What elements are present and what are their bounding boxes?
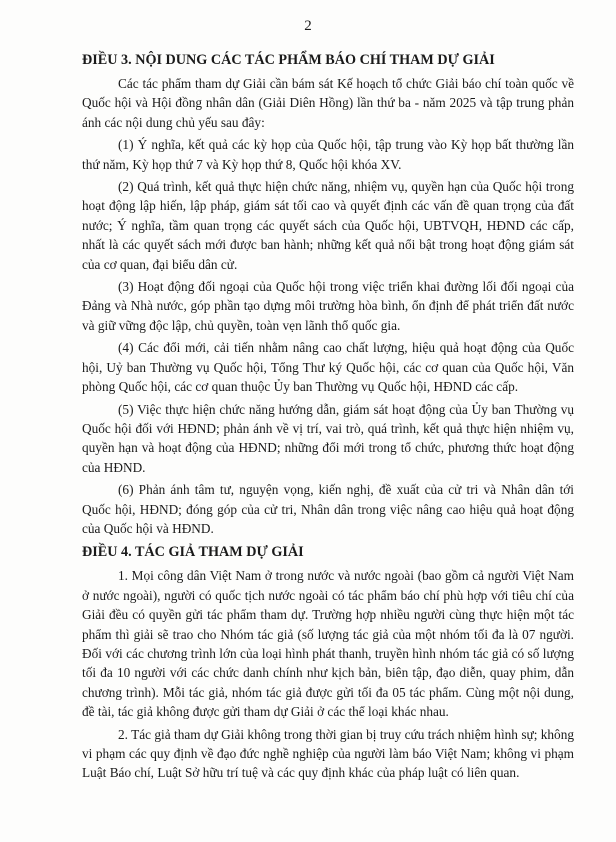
article-3-item-4: (4) Các đổi mới, cải tiến nhằm nâng cao chất lượng, hiệu quả hoạt động của Quốc hội, Uỷ ban Thường vụ Quốc hội, Tổng Thư ký Quốc hội, các cơ quan của Quốc hội, Văn phòng Quốc hội, các cơ quan thuộc Ủy ban Thường vụ Quốc hội, HĐND các cấp.	[82, 340, 574, 395]
article-4-heading: ĐIỀU 4. TÁC GIẢ THAM DỰ GIẢI	[82, 544, 304, 561]
article-3-intro: Các tác phẩm tham dự Giải cần bám sát Kế hoạch tổ chức Giải báo chí toàn quốc về Quốc hội và Hội đồng nhân dân (Giải Diên Hồng) lần thứ ba - năm 2025 và tập trung phản ánh các nội dung chủ yếu sau đây:	[82, 76, 574, 130]
article-3-item-3: (3) Hoạt động đối ngoại của Quốc hội trong việc triển khai đường lối đối ngoại của Đảng và Nhà nước, góp phần tạo dựng môi trường hòa bình, ổn định để phát triển đất nước và giữ vững độc lập, chủ quyền, toàn vẹn lãnh thổ quốc gia.	[82, 279, 574, 333]
article-3-item-1: (1) Ý nghĩa, kết quả các kỳ họp của Quốc hội, tập trung vào Kỳ họp bất thường lần thứ năm, Kỳ họp thứ 7 và Kỳ họp thứ 8, Quốc hội khóa XV.	[82, 137, 574, 172]
page-number: 2	[304, 18, 312, 34]
article-3-item-6: (6) Phản ánh tâm tư, nguyện vọng, kiến nghị, đề xuất của cử tri và Nhân dân tới Quốc hội, HĐND; đóng góp của cử tri, Nhân dân trong việc nâng cao hiệu quả hoạt động của Quốc hội và HĐND.	[82, 482, 574, 536]
article-3-heading: ĐIỀU 3. NỘI DUNG CÁC TÁC PHẨM BÁO CHÍ THAM DỰ GIẢI	[82, 52, 495, 68]
article-3-item-5: (5) Việc thực hiện chức năng hướng dẫn, giám sát hoạt động của Ủy ban Thường vụ Quốc hội đối với HĐND; phản ánh về vị trí, vai trò, quá trình, kết quả thực hiện nhiệm vụ, quyền hạn và hoạt động của HĐND; những đổi mới trong tổ chức, phương thức hoạt động của HĐND.	[82, 401, 574, 475]
document-body	[82, 50, 574, 786]
article-3-item-2: (2) Quá trình, kết quả thực hiện chức năng, nhiệm vụ, quyền hạn của Quốc hội trong hoạt động lập hiến, lập pháp, giám sát tối cao và quyết định các vấn đề quan trọng của đất nước; Ý nghĩa, tầm quan trọng các quyết sách của Quốc hội, UBTVQH, HĐND các cấp, nhất là các quyết sách mới được ban hành; những kết quả nổi bật trong hoạt động giám sát của cơ quan, đại biểu dân cử.	[82, 179, 574, 272]
article-4-item-2: 2. Tác giả tham dự Giải không trong thời gian bị truy cứu trách nhiệm hình sự; không vi phạm các quy định về đạo đức nghề nghiệp của người làm báo Việt Nam; không vi phạm Luật Báo chí, Luật Sở hữu trí tuệ và các quy định khác của pháp luật có liên quan.	[82, 726, 574, 781]
article-4-item-1: 1. Mọi công dân Việt Nam ở trong nước và nước ngoài (bao gồm cả người Việt Nam ở nước ngoài), người có quốc tịch nước ngoài có tác phẩm báo chí phù hợp với tiêu chí của Giải đều có quyền gửi tác phẩm tham dự. Trường hợp nhiều người cùng thực hiện một tác phẩm thì giải sẽ trao cho Nhóm tác giả (số lượng tác giả của một nhóm tối đa là 07 người. Đối với các chương trình lớn của loại hình phát thanh, truyền hình nhóm tác giả có số lượng tối đa 10 người với các chức danh chính như kịch bản, biên tập, đạo diễn, quay phim, dẫn chương trình). Mỗi tác giả, nhóm tác giả được gửi tối đa 05 tác phẩm. Cùng một nội dung, đề tài, tác giả không được gửi tham dự Giải ở các thể loại khác nhau.	[82, 568, 574, 720]
